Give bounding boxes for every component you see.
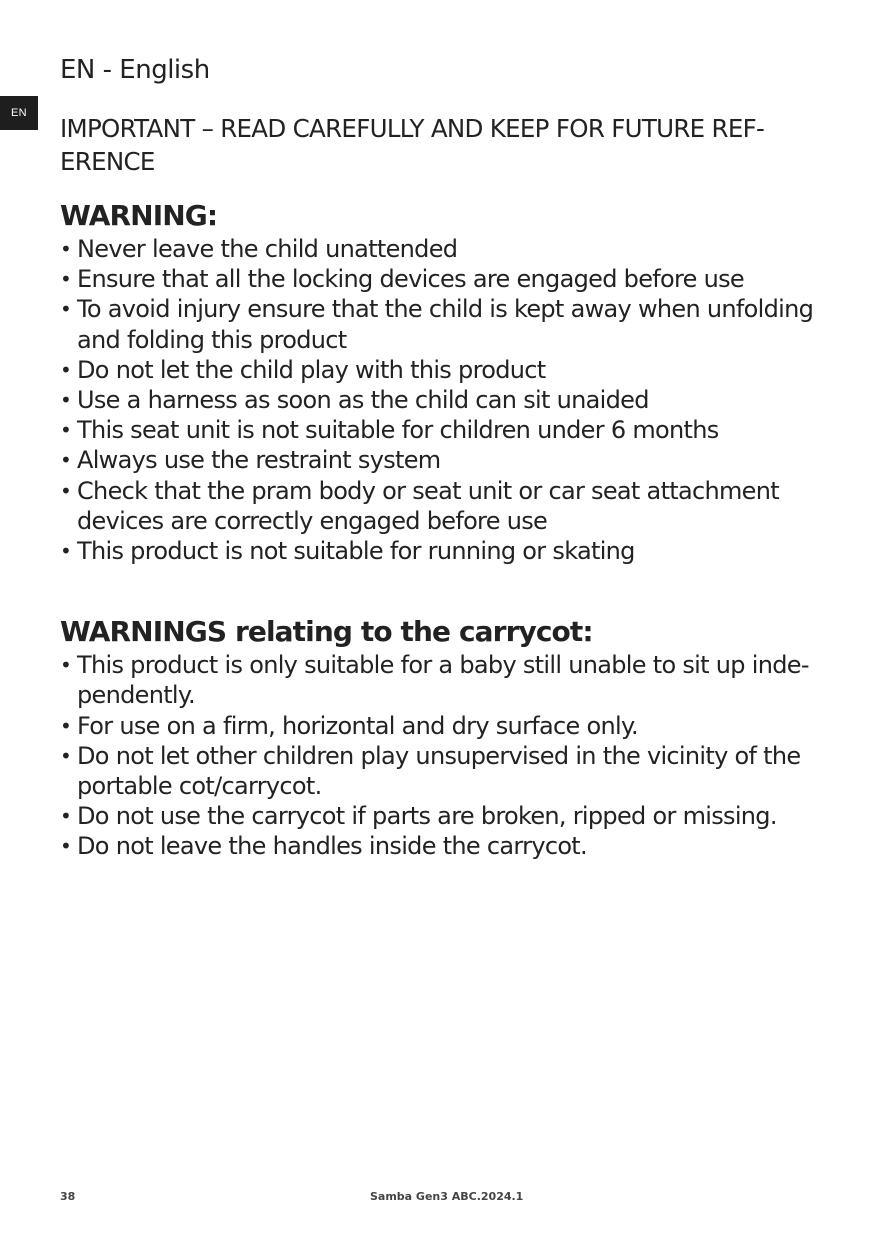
list-item-text: This product is not suitable for running or skating (77, 537, 635, 566)
list-item (60, 264, 820, 294)
list-item (60, 476, 820, 536)
bullet-icon: • (60, 448, 72, 473)
list-item-text: Check that the pram body or seat unit or car seat attachment devices are correctly engaged before use (77, 476, 779, 535)
bullet-icon: • (60, 804, 72, 829)
bullet-icon: • (60, 357, 72, 382)
list-item-text: Do not let the child play with this product (77, 355, 546, 384)
list-item (60, 355, 820, 385)
warning-list (60, 234, 820, 566)
list-item (60, 831, 820, 861)
list-item-text: Do not let other children play unsupervised in the vicinity of the portable cot/carrycot. (77, 741, 801, 801)
bullet-icon: • (60, 297, 72, 322)
list-item-text: For use on a firm, horizontal and dry surface only. (77, 711, 638, 740)
list-item (60, 445, 820, 475)
list-item-text: This seat unit is not suitable for children under 6 months (77, 416, 719, 445)
list-item-text: Never leave the child unattended (77, 235, 458, 263)
bullet-icon: • (60, 834, 72, 859)
list-item (60, 801, 820, 831)
list-item (60, 711, 820, 741)
list-item-text: Do not leave the handles inside the carrycot. (77, 832, 587, 861)
list-item-text: This product is only suitable for a baby still unable to sit up inde-pendently. (77, 651, 809, 710)
bullet-icon: • (60, 388, 72, 413)
list-item (60, 385, 820, 415)
bullet-icon: • (60, 418, 72, 443)
list-item-text: Always use the restraint system (77, 446, 441, 475)
bullet-icon: • (60, 653, 72, 678)
list-item (60, 294, 820, 354)
bullet-icon: • (60, 713, 72, 738)
list-item (60, 536, 820, 566)
list-item-text: Do not use the carrycot if parts are broken, ripped or missing. (77, 802, 777, 831)
carrycot-warnings-list (60, 650, 820, 861)
bullet-icon: • (60, 478, 72, 503)
page-content (60, 52, 820, 862)
important-notice: IMPORTANT – READ CAREFULLY AND KEEP FOR FUTURE REF-ERENCE (60, 114, 765, 176)
language-heading: EN - English (60, 55, 210, 85)
carrycot-warnings-title: WARNINGS relating to the carrycot: (60, 615, 593, 649)
bullet-icon: • (60, 743, 72, 768)
list-item (60, 415, 820, 445)
list-item (60, 741, 820, 801)
list-item-text: To avoid injury ensure that the child is kept away when unfolding and folding this product (77, 295, 814, 354)
warning-title: WARNING: (60, 199, 218, 232)
list-item (60, 650, 820, 710)
bullet-icon: • (60, 237, 72, 261)
language-tab: EN (0, 96, 38, 130)
document-code: Samba Gen3 ABC.2024.1 (370, 1190, 524, 1203)
bullet-icon: • (60, 267, 72, 292)
page-number: 38 (60, 1190, 76, 1203)
list-item-text: Use a harness as soon as the child can sit unaided (77, 386, 649, 415)
list-item-text: Ensure that all the locking devices are engaged before use (77, 265, 745, 294)
bullet-icon: • (60, 539, 72, 564)
list-item (60, 234, 820, 264)
